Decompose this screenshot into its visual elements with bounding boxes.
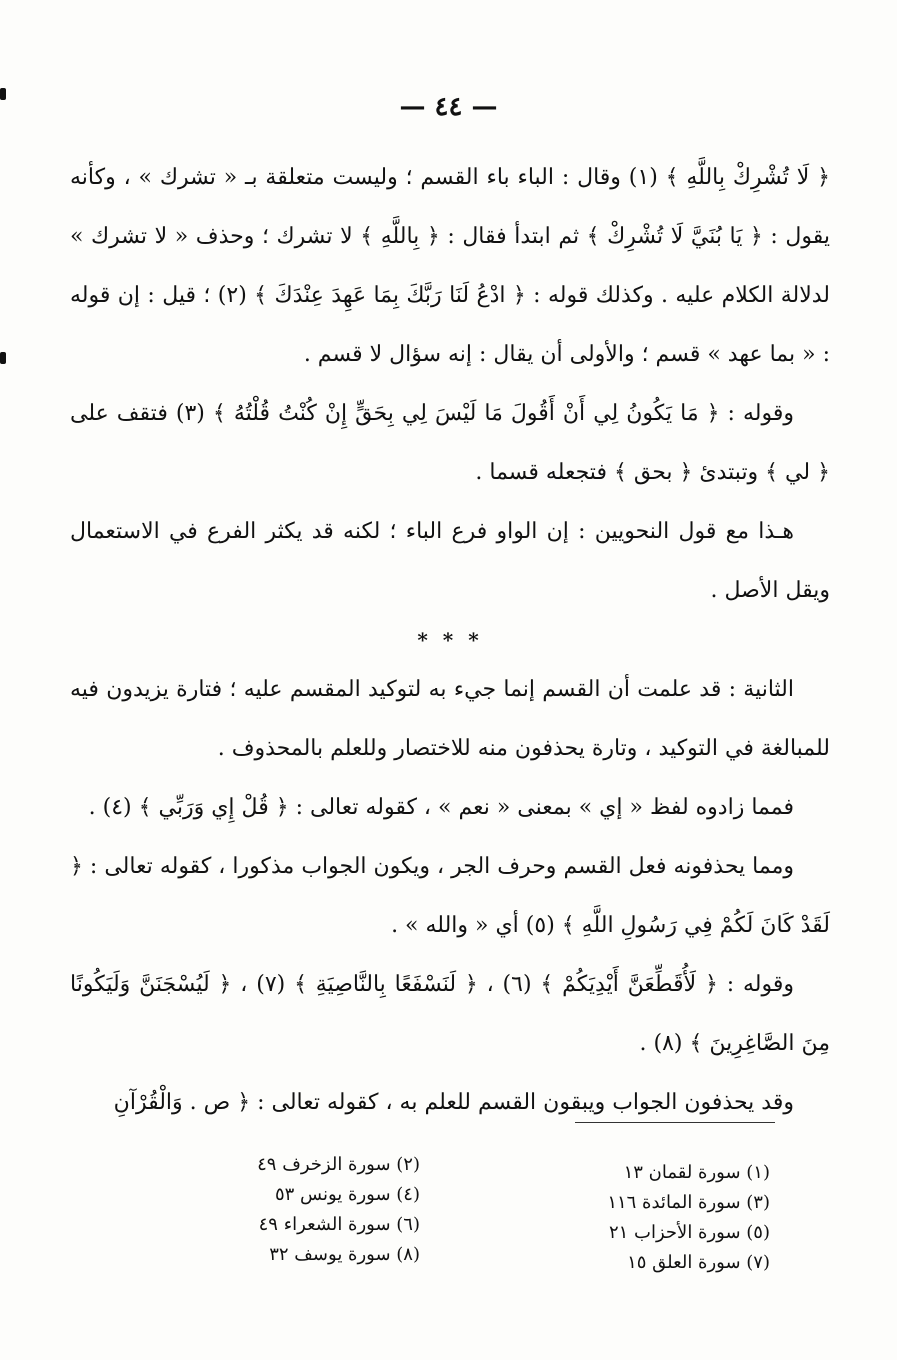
footnote: (٥) سورة الأحزاب ٢١ (608, 1222, 770, 1243)
footnote: (٧) سورة العلق ١٥ (627, 1252, 770, 1273)
footnotes-column-right (520, 1158, 770, 1278)
paragraph: وقد يحذفون الجواب ويبقون القسم للعلم به ، كقوله تعالى : ﴿ ص . وَالْقُرْآنِ (113, 1090, 794, 1115)
footnote: (١) سورة لقمان ١٣ (623, 1162, 770, 1183)
paragraph: الثانية : قد علمت أن القسم إنما جيء به لتوكيد المقسم عليه ؛ فتارة يزيدون فيه للمبالغة في التوكيد ، وتارة يحذفون منه للاختصار وللعلم بالمحذوف . (70, 677, 830, 761)
footnote: (٤) سورة يونس ٥٣ (274, 1184, 420, 1205)
paragraph: ومما يحذفونه فعل القسم وحرف الجر ، ويكون الجواب مذكورا ، كقوله تعالى : ﴿ لَقَدْ كَانَ لَكُمْ فِي رَسُولِ اللَّهِ ﴾ (٥) أي « والله » . (70, 854, 830, 938)
paragraph: وقوله : ﴿ لَأُقَطِّعَنَّ أَيْدِيَكُمْ ﴾ (٦) ، ﴿ لَنَسْفَعًا بِالنَّاصِيَةِ ﴾ (٧) ، ﴿ لَيُسْجَنَنَّ وَلَيَكُونًا مِنَ الصَّاغِرِينَ ﴾ (٨) . (70, 972, 830, 1056)
footnote: (٣) سورة المائدة ١١٦ (607, 1192, 770, 1213)
paragraph: هـذا مع قول النحويين : إن الواو فرع الباء ؛ لكنه قد يكثر الفرع في الاستعمال ويقل الأصل . (70, 519, 830, 603)
scan-edge-mark (0, 352, 6, 364)
paragraph: وقوله : ﴿ مَا يَكُونُ لِي أَنْ أَقُولَ مَا لَيْسَ لِي بِحَقٍّ إِنْ كُنْتُ قُلْتُهُ ﴾ (٣) فتقف على ﴿ لي ﴾ وتبتدئ ﴿ بحق ﴾ فتجعله قسما . (70, 401, 830, 485)
footnote: (٦) سورة الشعراء ٤٩ (258, 1214, 420, 1235)
page-number: — ٤٤ — (399, 92, 498, 122)
paragraph: فمما زادوه لفظ « إي » بمعنى « نعم » ، كقوله تعالى : ﴿ قُلْ إِي وَرَبِّي ﴾ (٤) . (88, 795, 794, 820)
footnotes-column-left (170, 1150, 420, 1270)
main-text (70, 148, 830, 1132)
section-separator: * * * (417, 628, 483, 652)
footnote-divider (575, 1122, 775, 1123)
footnote: (٢) سورة الزخرف ٤٩ (257, 1154, 420, 1175)
paragraph: ﴿ لَا تُشْرِكْ بِاللَّهِ ﴾ (١) وقال : الباء باء القسم ؛ وليست متعلقة بـ « تشرك » ، وكأنه يقول : ﴿ يَا بُنَيَّ لَا تُشْرِكْ ﴾ ثم ابتدأ فقال : ﴿ بِاللَّهِ ﴾ لا تشرك ؛ وحذف « لا تشرك » لدلالة الكلام عليه . وكذلك قوله : ﴿ ادْعُ لَنَا رَبَّكَ بِمَا عَهِدَ عِنْدَكَ ﴾ (٢) ؛ قيل : إن قوله : « بما عهد » قسم ؛ والأولى أن يقال : إنه سؤال لا قسم . (70, 165, 831, 367)
footnote: (٨) سورة يوسف ٣٢ (269, 1244, 420, 1265)
